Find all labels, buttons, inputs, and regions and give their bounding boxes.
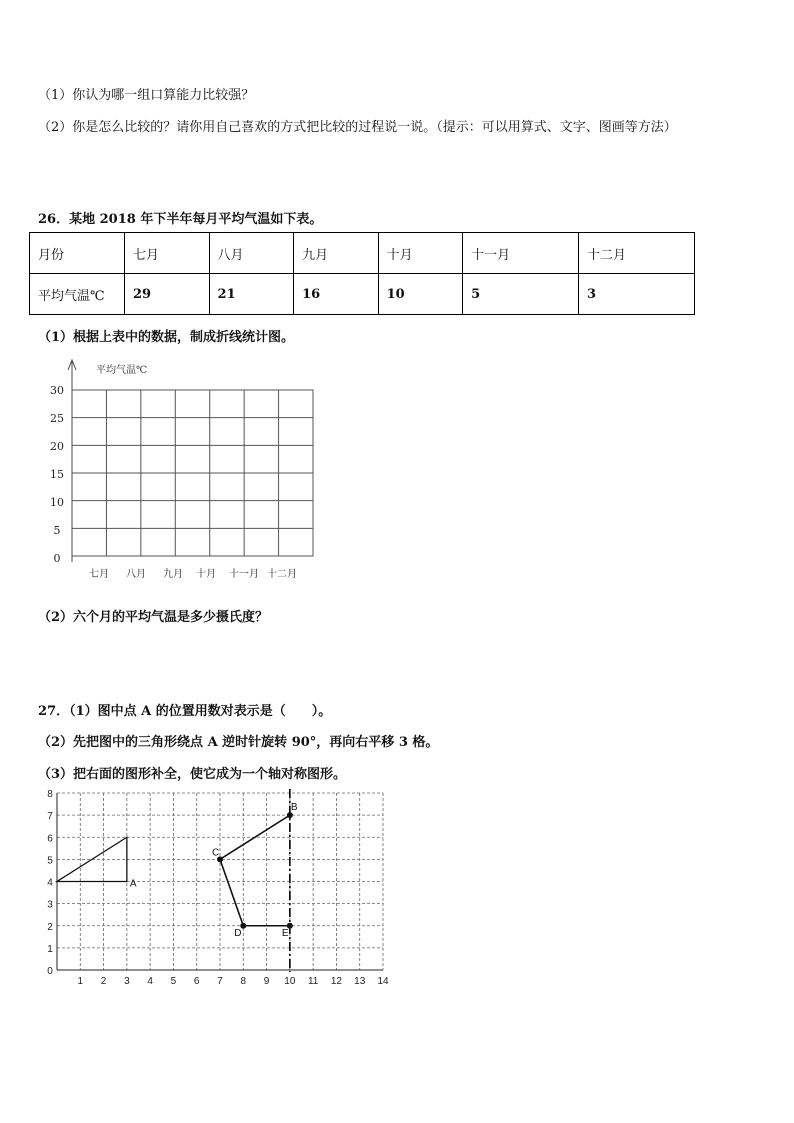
grid-y-tick-label: 3 [47, 899, 53, 911]
point-label: C [212, 847, 220, 859]
chart-x-tick-label: 九月 [163, 569, 183, 580]
grid-x-tick-label: 3 [124, 976, 130, 987]
q26-sub1: （1）根据上表中的数据，制成折线统计图。 [38, 330, 295, 345]
table-header-label: 月份 [30, 233, 125, 274]
grid-x-tick-label: 6 [193, 976, 200, 987]
grid-x-tick-label: 4 [147, 976, 153, 987]
chart-x-tick-label: 七月 [89, 569, 109, 580]
grid-x-tick-label: 14 [377, 976, 389, 987]
grid-y-tick-label: 7 [47, 811, 53, 823]
q26-title: 26．某地 2018 年下半年每月平均气温如下表。 [38, 212, 323, 227]
point-label: A [129, 878, 137, 890]
chart-x-tick-label: 十一月 [229, 569, 259, 580]
grid-x-tick-label: 8 [240, 976, 247, 987]
chart-x-tick-label: 十月 [196, 569, 216, 580]
q27-sub2: （2）先把图中的三角形绕点 A 逆时针旋转 90°，再向右平移 3 格。 [38, 735, 439, 750]
table-cell-temp: 29 [125, 274, 210, 315]
point-label: D [234, 927, 242, 939]
table-cell-temp: 3 [579, 274, 695, 315]
table-cell-month: 十一月 [463, 233, 579, 274]
q26-sub2: （2）六个月的平均气温是多少摄氏度？ [38, 610, 269, 625]
table-cell-temp: 5 [463, 274, 579, 315]
chart-y-label: 平均气温℃ [96, 365, 148, 376]
grid-x-tick-label: 12 [330, 976, 342, 987]
chart-y-tick-label: 5 [53, 524, 61, 537]
grid-x-tick-label: 7 [217, 976, 223, 987]
grid-y-tick-label: 0 [47, 966, 53, 977]
grid-x-tick-label: 13 [354, 976, 366, 987]
grid-y-tick-label: 6 [47, 833, 53, 845]
point-label: E [281, 927, 289, 939]
half-figure-polyline [220, 815, 290, 926]
table-cell-month: 七月 [125, 233, 210, 274]
grid-y-tick-label: 8 [47, 789, 53, 800]
chart-y-tick-label: 20 [50, 440, 64, 453]
grid-y-tick-label: 4 [47, 877, 53, 889]
point-label: B [290, 802, 298, 814]
table-row-label: 平均气温℃ [30, 274, 125, 315]
grid-x-tick-label: 11 [307, 976, 319, 987]
grid-x-tick-label: 5 [170, 976, 177, 987]
table-cell-month: 十二月 [579, 233, 695, 274]
chart-y-tick-label: 25 [50, 412, 64, 425]
grid-y-tick-label: 2 [47, 921, 53, 933]
q27-sub1: 27．（1）图中点 A 的位置用数对表示是（ ）。 [38, 704, 332, 719]
q25-sub1: （1）你认为哪一组口算能力比较强？ [38, 88, 255, 103]
q27-sub3: （3）把右面的图形补全，使它成为一个轴对称图形。 [38, 767, 347, 782]
table-cell-temp: 10 [378, 274, 463, 315]
grid-x-tick-label: 9 [263, 976, 270, 987]
grid-y-tick-label: 5 [47, 855, 53, 867]
table-cell-temp: 16 [294, 274, 379, 315]
chart-y-tick-label: 0 [53, 552, 61, 565]
table-cell-temp: 21 [209, 274, 294, 315]
chart-x-tick-label: 八月 [126, 569, 146, 580]
grid-x-tick-label: 1 [77, 976, 84, 987]
chart-y-tick-label: 10 [50, 496, 64, 509]
table-cell-month: 十月 [378, 233, 463, 274]
grid-x-tick-label: 2 [100, 976, 107, 987]
table-cell-month: 八月 [209, 233, 294, 274]
chart-x-tick-label: 十二月 [267, 569, 297, 580]
chart-y-tick-label: 30 [50, 384, 64, 397]
chart-y-tick-label: 15 [50, 468, 64, 481]
grid-x-tick-label: 10 [284, 976, 296, 987]
table-cell-month: 九月 [294, 233, 379, 274]
q25-sub2: （2）你是怎么比较的？请你用自己喜欢的方式把比较的过程说一说。（提示：可以用算式、文字、图画等方法） [38, 120, 677, 135]
grid-y-tick-label: 1 [47, 943, 53, 955]
